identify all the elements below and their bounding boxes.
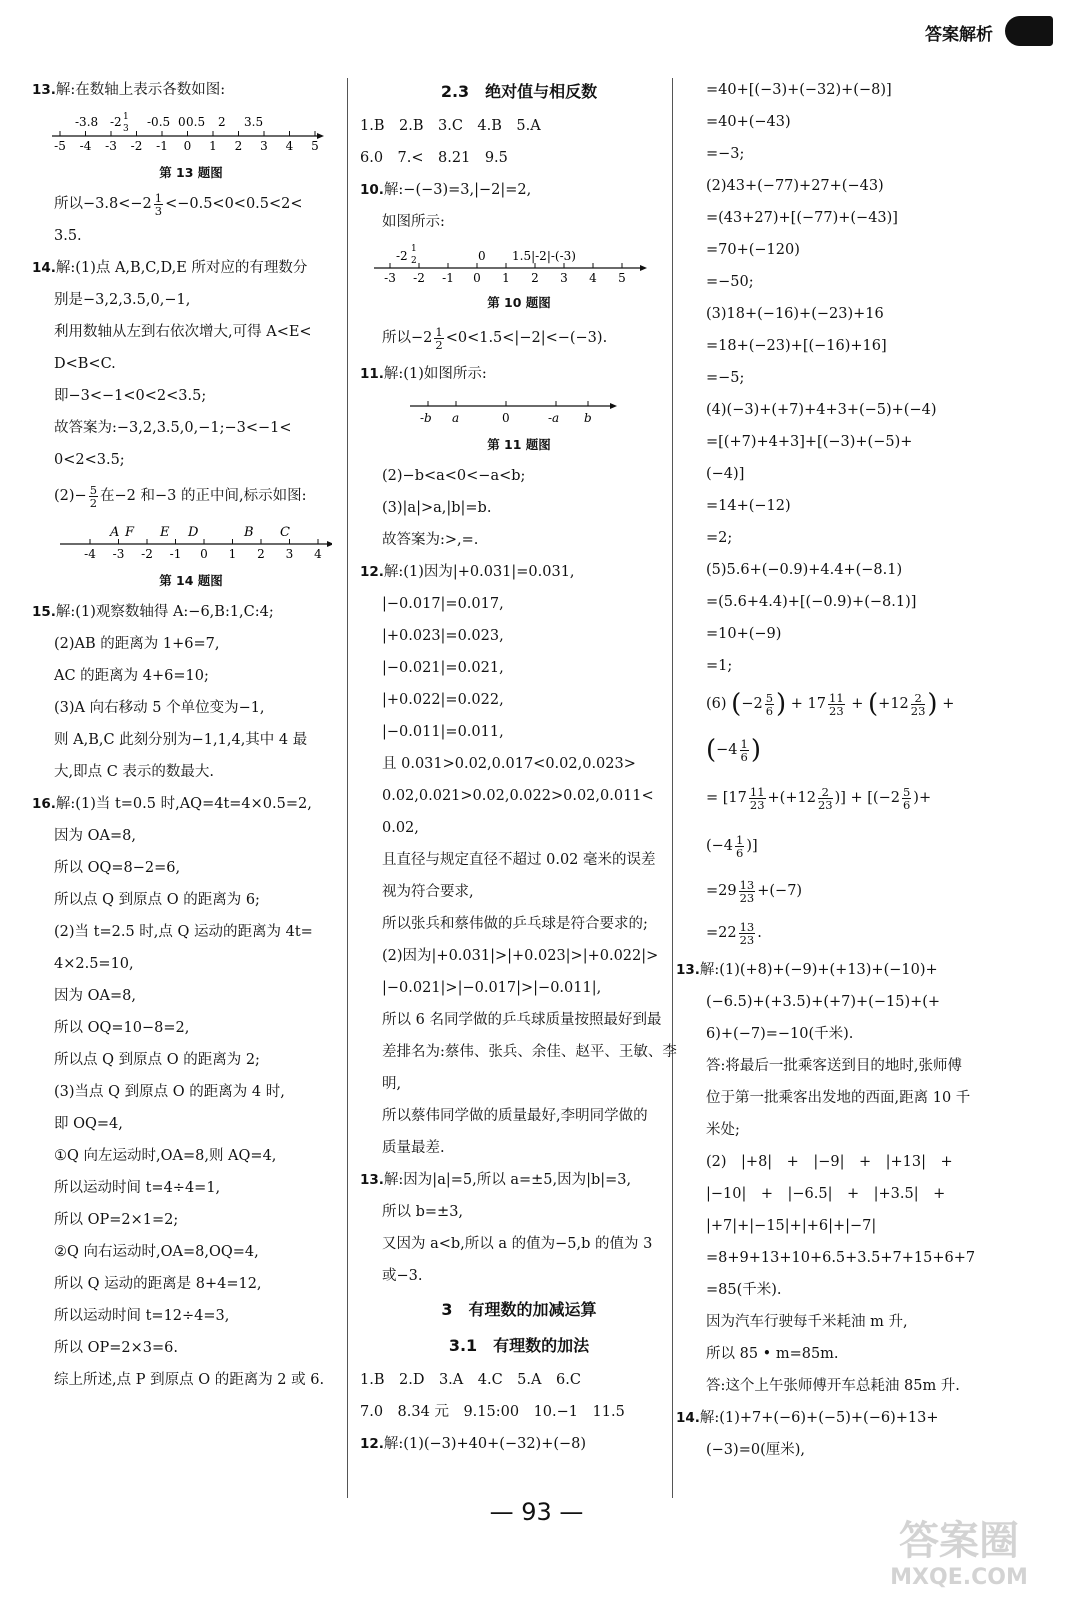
text-line: =1; xyxy=(706,658,733,674)
text-line: 所以 OQ=10−8=2, xyxy=(54,1020,190,1036)
q12b-line: 12.解:(1)(−3)+40+(−32)+(−8) xyxy=(360,1436,587,1452)
nl13-label-b: -2 xyxy=(110,115,122,129)
page-header xyxy=(893,8,1053,58)
text-line: 所以运动时间 t=12÷4=3, xyxy=(54,1308,230,1324)
nl14-tick-label: 1 xyxy=(228,547,237,561)
text-line: =14+(−12) xyxy=(706,498,791,514)
text-line: 或−3. xyxy=(382,1268,423,1284)
nl13-tick-label: 0 xyxy=(183,139,192,153)
text-line: 综上所述,点 P 到原点 O 的距离为 2 或 6. xyxy=(54,1372,325,1388)
text-line: 所以 85 • m=85m. xyxy=(706,1346,839,1362)
text-line: =2; xyxy=(706,530,733,546)
q14-line: 14.解:(1)+7+(−6)+(−5)+(−6)+13+ xyxy=(676,1410,939,1426)
nl14-point-d: D xyxy=(188,525,199,540)
fraction: $\frac{2}{23}$ xyxy=(817,784,833,812)
text-line: |+0.022|=0.022, xyxy=(382,692,504,708)
text-line: (−6.5)+(+3.5)+(+7)+(−15)+(+ xyxy=(706,994,941,1010)
nl13-label-h: 2 xyxy=(218,115,226,129)
q11-line: 11.解:(1)如图所示: xyxy=(360,366,487,382)
text-line: =10+(−9) xyxy=(706,626,782,642)
nl14-point-c: C xyxy=(280,525,290,540)
fraction: $\frac{5}{6}$ xyxy=(765,690,774,718)
nl14-tick-label: 3 xyxy=(285,547,294,561)
text-line: (2)− $\frac{5}{2}$ 在−2 和−3 的正中间,标示如图: xyxy=(54,482,307,510)
text-line: 3.5. xyxy=(54,228,82,244)
nl14-tick-label: -2 xyxy=(141,547,153,561)
text-line: 质量最差. xyxy=(382,1140,445,1156)
text-line: 利用数轴从左到右依次增大,可得 A<E< xyxy=(54,324,312,340)
text-line: =[(+7)+4+3]+[(−3)+(−5)+ xyxy=(706,434,913,450)
text-line: 故答案为:>,=. xyxy=(382,532,479,548)
text-line: |−0.021|>|−0.017|>|−0.011|, xyxy=(382,980,602,996)
figure-caption-14: 第 14 题图 xyxy=(159,573,223,588)
nl14-tick-label: -3 xyxy=(112,547,125,561)
fraction: $\frac{1}{3}$ xyxy=(154,190,163,218)
nl13-tick-label: 3 xyxy=(260,139,268,153)
nl13-tick-label: 4 xyxy=(285,139,294,153)
text-line: 所以张兵和蔡伟做的乒乓球是符合要求的; xyxy=(382,916,648,932)
text-line: (2)AB 的距离为 1+6=7, xyxy=(54,636,220,652)
text-line: |+7|+|−15|+|+6|+|−7| xyxy=(706,1218,877,1234)
fraction: $\frac{5}{6}$ xyxy=(902,784,911,812)
nl13-label-f: 0 xyxy=(178,115,186,129)
header-title: 答案解析 xyxy=(925,25,993,45)
q12-line: 12.解:(1)因为|+0.031|=0.031, xyxy=(360,564,575,580)
nl10-tick-label: -1 xyxy=(442,271,454,285)
text-line: 大,即点 C 表示的数最大. xyxy=(54,764,215,780)
page-number: — 93 — xyxy=(489,1498,584,1526)
number-line-13 xyxy=(32,106,350,158)
nl10-tick-label: 4 xyxy=(589,271,597,285)
text-line: (4)(−3)+(+7)+4+3+(−5)+(−4) xyxy=(706,402,937,418)
expr-6-line6: =22 $\frac{13}{23}$ . xyxy=(706,919,762,947)
text-line: ②Q 向右运动时,OA=8,OQ=4, xyxy=(54,1244,259,1260)
text-line: 所以 b=±3, xyxy=(382,1204,464,1220)
text-line: =40+[(−3)+(−32)+(−8)] xyxy=(706,82,892,98)
text-line: 如图所示: xyxy=(382,214,445,230)
nl14-point-f: F xyxy=(125,525,135,540)
text-line: (2)−b<a<0<−a<b; xyxy=(382,468,526,484)
fraction: $\frac{1}{6}$ xyxy=(736,832,744,860)
q13-line: 13.解:在数轴上表示各数如图: xyxy=(32,82,226,98)
header-tab-marker xyxy=(1005,16,1053,46)
text-line: |−0.017|=0.017, xyxy=(382,596,504,612)
nl13-tick-label: -2 xyxy=(130,139,143,153)
section-title-3: 3 有理数的加减运算 xyxy=(441,1300,597,1319)
nl10-tick-label: 5 xyxy=(618,271,626,285)
text-line: 所以 Q 运动的距离是 8+4=12, xyxy=(54,1276,262,1292)
text-line: 位于第一批乘客出发地的西面,距离 10 千 xyxy=(706,1090,971,1106)
nl14-point-a: A xyxy=(110,525,120,540)
text-line: 答:将最后一批乘客送到目的地时,张师傅 xyxy=(706,1058,962,1074)
nl10-tick-label: -2 xyxy=(413,271,425,285)
figure-caption-13: 第 13 题图 xyxy=(159,165,223,180)
text-line: AC 的距离为 4+6=10; xyxy=(54,668,209,684)
text-line: =−5; xyxy=(706,370,745,386)
fraction: $\frac{13}{23}$ xyxy=(739,919,755,947)
q13-line: 13.解:因为|a|=5,所以 a=±5,因为|b|=3, xyxy=(360,1172,632,1188)
nl13-label-d: 3 xyxy=(123,124,129,134)
number-line-11 xyxy=(360,390,678,430)
text-line: 所以 OP=2×3=6. xyxy=(54,1340,178,1356)
nl10-label-num: 1 xyxy=(411,244,417,254)
text-line: 所以点 Q 到原点 O 的距离为 2; xyxy=(54,1052,260,1068)
q14-line: 14.解:(1)点 A,B,C,D,E 所对应的有理数分 xyxy=(32,260,308,276)
text-line: 所以点 Q 到原点 O 的距离为 6; xyxy=(54,892,260,908)
text-line: =(43+27)+[(−77)+(−43)] xyxy=(706,210,898,226)
nl13-label-g: 0.5 xyxy=(186,115,206,129)
nl10-label-group: 1.5|-2|-(-3) xyxy=(512,249,576,263)
fraction: $\frac{5}{2}$ xyxy=(89,482,98,510)
text-line: 因为 OA=8, xyxy=(54,828,136,844)
text-line: (−4)] xyxy=(706,466,745,482)
text-line: (2)因为|+0.031|>|+0.023|>|+0.022|> xyxy=(382,948,659,964)
text-line: 差排名为:蔡伟、张兵、余佳、赵平、王敏、李 xyxy=(382,1044,677,1060)
text-line: |−0.021|=0.021, xyxy=(382,660,504,676)
text-line: 0.02, xyxy=(382,820,419,836)
q15-line: 15.解:(1)观察数轴得 A:−6,B:1,C:4; xyxy=(32,604,274,620)
nl11-label-negb: -b xyxy=(420,411,432,425)
nl10-tick-label: -3 xyxy=(384,271,396,285)
watermark-text-en: MXQE.COM xyxy=(890,1565,1028,1590)
q13-line: 13.解:(1)(+8)+(−9)+(+13)+(−10)+ xyxy=(676,962,938,978)
q16-line: 16.解:(1)当 t=0.5 时,AQ=4t=4×0.5=2, xyxy=(32,796,312,812)
section-title-3-1: 3.1 有理数的加法 xyxy=(448,1336,590,1355)
text-line: 4×2.5=10, xyxy=(54,956,134,972)
figure-caption-11: 第 11 题图 xyxy=(487,437,551,452)
nl11-label-zero: 0 xyxy=(502,411,510,425)
text-line: =−50; xyxy=(706,274,754,290)
nl11-label-a: a xyxy=(452,411,460,425)
text-line: (3)当点 Q 到原点 O 的距离为 4 时, xyxy=(54,1084,285,1100)
nl10-tick-label: 3 xyxy=(560,271,568,285)
text-line: (3)18+(−16)+(−23)+16 xyxy=(706,306,884,322)
text-line: (2)43+(−77)+27+(−43) xyxy=(706,178,884,194)
text-line: 视为符合要求, xyxy=(382,884,474,900)
text-line: 所以−2 $\frac{1}{2}$ <0<1.5<|−2|<−(−3). xyxy=(382,324,608,352)
column-1 xyxy=(32,74,350,1396)
column-3 xyxy=(676,74,1041,1466)
fraction: $\frac{2}{23}$ xyxy=(910,690,926,718)
fraction: $\frac{1}{2}$ xyxy=(435,324,443,352)
text-line: (3)A 向右移动 5 个单位变为−1, xyxy=(54,700,265,716)
number-line-14 xyxy=(32,516,350,566)
text-line: 即 OQ=4, xyxy=(54,1116,123,1132)
nl10-label-neg2: -2 xyxy=(396,249,408,263)
text-line: 0.02,0.021>0.02,0.022>0.02,0.011< xyxy=(382,788,654,804)
nl10-tick-label: 1 xyxy=(502,271,510,285)
text-line: =18+(−23)+[(−16)+16] xyxy=(706,338,887,354)
nl10-label-den: 2 xyxy=(411,256,417,266)
nl14-tick-label: -1 xyxy=(169,547,182,561)
text-line: 因为 OA=8, xyxy=(54,988,136,1004)
q13-result: 所以−3.8<−2 $\frac{1}{3}$ <−0.5<0<0.5<2< xyxy=(54,190,303,218)
fraction: $\frac{1}{6}$ xyxy=(740,736,748,764)
watermark-text-cn: 答案圈 xyxy=(899,1518,1019,1564)
fraction: $\frac{11}{23}$ xyxy=(749,784,765,812)
text-line: 所以 OP=2×1=2; xyxy=(54,1212,179,1228)
section-title-2-3: 2.3 绝对值与相反数 xyxy=(440,82,598,101)
text-line: (2)当 t=2.5 时,点 Q 运动的距离为 4t= xyxy=(54,924,313,940)
nl13-tick-label: 5 xyxy=(311,139,319,153)
expr-6-line3: = [17 $\frac{11}{23}$ +(+12 $\frac{2}{23}$ )] + [(−2 $\frac{5}{6}$ )+ xyxy=(706,784,932,812)
watermark-logo xyxy=(859,1512,1059,1592)
nl14-tick-label: 0 xyxy=(200,547,208,561)
nl10-tick-label: 2 xyxy=(531,271,539,285)
answer-line: 1.B 2.B 3.C 4.B 5.A xyxy=(360,118,541,134)
text-line: 所以 OQ=8−2=6, xyxy=(54,860,181,876)
text-line: =(5.6+4.4)+[(−0.9)+(−8.1)] xyxy=(706,594,917,610)
q10-line: 10.解:−(−3)=3,|−2|=2, xyxy=(360,182,532,198)
nl13-label-a: -3.8 xyxy=(75,115,99,129)
text-line: 答:这个上午张师傅开车总耗油 85m 升. xyxy=(706,1378,960,1394)
nl11-label-b: b xyxy=(584,411,592,425)
text-line: (5)5.6+(−0.9)+4.4+(−8.1) xyxy=(706,562,903,578)
number-line-10 xyxy=(360,238,678,288)
answer-line: 7.0 8.34 元 9.15:00 10.−1 11.5 xyxy=(360,1404,625,1420)
nl13-tick-label: -4 xyxy=(79,139,92,153)
text-line: =70+(−120) xyxy=(706,242,800,258)
expr-6-line2: (−4 $\frac{1}{6}$ ) xyxy=(706,735,762,765)
fraction: $\frac{13}{23}$ xyxy=(739,877,755,905)
nl14-point-b: B xyxy=(244,525,254,540)
text-line: 所以 6 名同学做的乒乓球质量按照最好到最 xyxy=(382,1012,662,1028)
text-line: |+0.023|=0.023, xyxy=(382,628,504,644)
text-line: =40+(−43) xyxy=(706,114,791,130)
text-line: (2) |+8| + |−9| + |+13| + xyxy=(706,1154,953,1170)
text-line: 0<2<3.5; xyxy=(54,452,125,468)
expr-6-line5: =29 $\frac{13}{23}$ +(−7) xyxy=(706,877,803,905)
nl14-tick-label: 2 xyxy=(257,547,265,561)
text-line: =85(千米). xyxy=(706,1282,782,1298)
answer-line: 6.0 7.< 8.21 9.5 xyxy=(360,150,508,166)
text-line: 所以蔡伟同学做的质量最好,李明同学做的 xyxy=(382,1108,648,1124)
column-2 xyxy=(360,74,678,1460)
nl13-tick-label: 2 xyxy=(234,139,243,153)
nl13-tick-label: -5 xyxy=(54,139,66,153)
expr-6-line4: (−4 $\frac{1}{6}$ )] xyxy=(706,832,758,860)
figure-caption-10: 第 10 题图 xyxy=(487,295,551,310)
text-line: 别是−3,2,3.5,0,−1, xyxy=(54,292,191,308)
nl10-tick-label: 0 xyxy=(473,271,481,285)
text-line: 所以运动时间 t=4÷4=1, xyxy=(54,1180,221,1196)
nl13-label-i: 3.5 xyxy=(244,115,264,129)
text-line: (−3)=0(厘米), xyxy=(706,1442,805,1458)
text-line: ①Q 向左运动时,OA=8,则 AQ=4, xyxy=(54,1148,277,1164)
text-line: |−10| + |−6.5| + |+3.5| + xyxy=(706,1186,946,1202)
nl14-point-e: E xyxy=(160,525,170,540)
text-line: =−3; xyxy=(706,146,745,162)
text-line: D<B<C. xyxy=(54,356,116,372)
text-line: (3)|a|>a,|b|=b. xyxy=(382,500,492,516)
nl14-tick-label: -4 xyxy=(84,547,96,561)
text-line: 明, xyxy=(382,1076,402,1092)
nl13-label-c: 1 xyxy=(123,112,129,122)
text-line: 米处; xyxy=(706,1122,740,1138)
text-line: =8+9+13+10+6.5+3.5+7+15+6+7 xyxy=(706,1250,976,1266)
nl13-tick-label: 1 xyxy=(209,139,217,153)
nl11-label-nega: -a xyxy=(548,411,560,425)
text-line: 且 0.031>0.02,0.017<0.02,0.023> xyxy=(382,756,636,772)
fraction: $\frac{11}{23}$ xyxy=(829,690,844,718)
nl13-tick-label: -1 xyxy=(156,139,168,153)
answer-line: 1.B 2.D 3.A 4.C 5.A 6.C xyxy=(360,1372,581,1388)
text-line: 故答案为:−3,2,3.5,0,−1;−3<−1< xyxy=(54,420,292,436)
expr-6-line1: (6) (−2 $\frac{5}{6}$ ) + 17 $\frac{11}{23}$ + (+12 $\frac{2}{23}$ ) + xyxy=(706,689,955,719)
nl13-label-e: -0.5 xyxy=(147,115,171,129)
nl10-label-zero: 0 xyxy=(478,249,486,263)
nl13-tick-label: -3 xyxy=(105,139,117,153)
text-line: 则 A,B,C 此刻分别为−1,1,4,其中 4 最 xyxy=(54,732,308,748)
text-line: 又因为 a<b,所以 a 的值为−5,b 的值为 3 xyxy=(382,1236,653,1252)
text-line: |−0.011|=0.011, xyxy=(382,724,504,740)
text-line: 因为汽车行驶每千米耗油 m 升, xyxy=(706,1314,908,1330)
text-line: 即−3<−1<0<2<3.5; xyxy=(54,388,207,404)
nl14-tick-label: 4 xyxy=(314,547,322,561)
text-line: 6)+(−7)=−10(千米). xyxy=(706,1026,854,1042)
text-line: 且直径与规定直径不超过 0.02 毫米的误差 xyxy=(382,852,656,868)
